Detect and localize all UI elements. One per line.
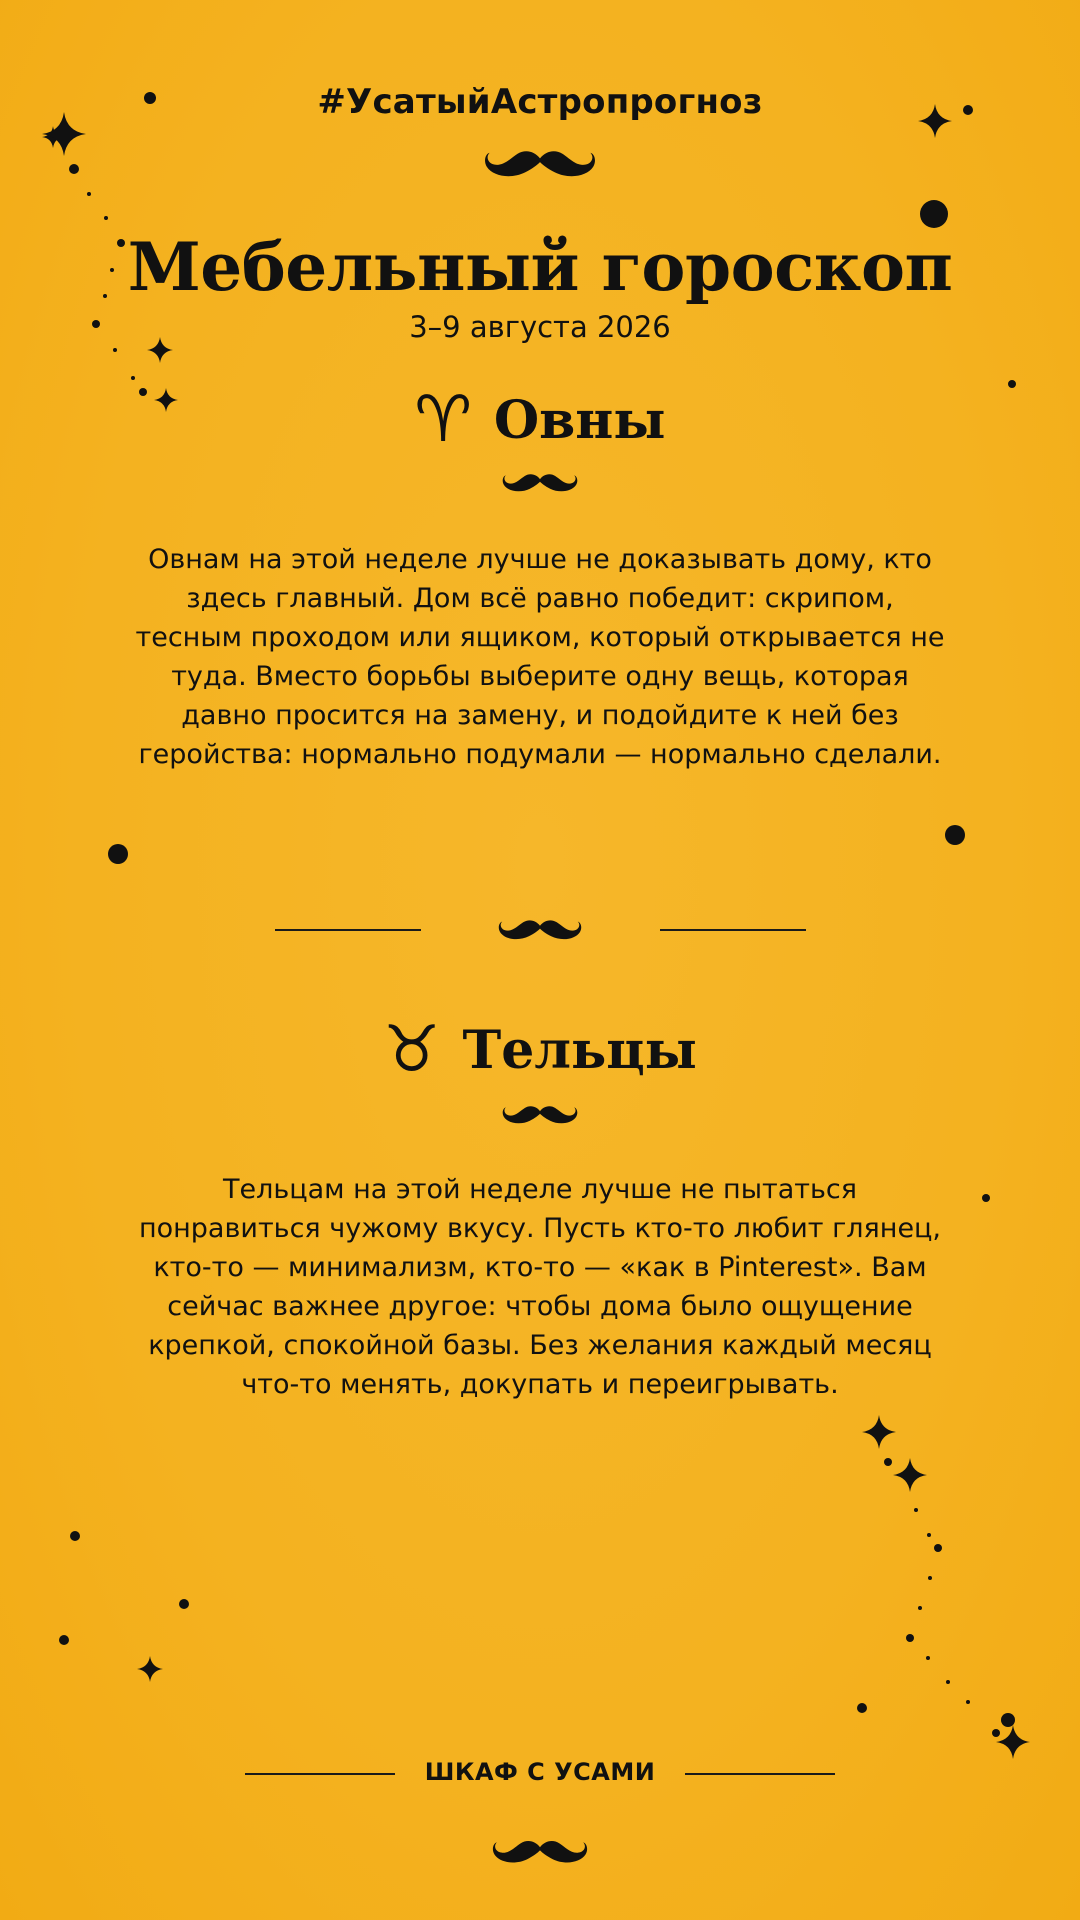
brand-name: ШКАФ С УСАМИ [424,1758,656,1786]
sparkle-icon [137,1656,163,1682]
sign-name: Овны [493,389,666,451]
hashtag: #УсатыйАстропрогноз [317,82,763,122]
divider-line [275,929,421,931]
date-range: 3–9 августа 2026 [409,310,671,344]
page-title: Мебельный гороскоп [127,228,953,306]
sign-heading-aries [0,383,1080,457]
sign-description: Овнам на этой неделе лучше не доказывать дому, кто здесь главный. Дом всё равно победит: скрипом, тесным проходом или ящиком, который открывается не туда. Вместо борьбы выберите одну вещь, которая давно просится на замену, и подойдите к ней без геройства: нормально подумали — нормально сделали. [135,544,945,770]
sparkle-icon [893,1458,927,1492]
aries-icon: ♈ [414,383,472,457]
mustache-icon [502,1102,578,1128]
divider-line [660,929,806,931]
sign-name: Тельцы [462,1019,697,1081]
mustache-icon [484,145,596,183]
mustache-icon [498,916,582,944]
taurus-icon: ♉ [383,1013,441,1087]
mustache-icon [502,470,578,496]
divider-line [685,1773,835,1775]
mustache-icon [492,1836,588,1868]
sign-heading-taurus [0,1013,1080,1087]
sparkle-icon [862,1415,896,1449]
sparkle-icon [996,1725,1030,1759]
sign-description: Тельцам на этой неделе лучше не пытаться понравиться чужому вкусу. Пусть кто-то любит глянец, кто-то — минимализм, кто-то — «как в Pinterest». Вам сейчас важнее другое: чтобы дома было ощущение крепкой, спокойной базы. Без желания каждый месяц что-то менять, докупать и переигрывать. [138,1174,942,1400]
